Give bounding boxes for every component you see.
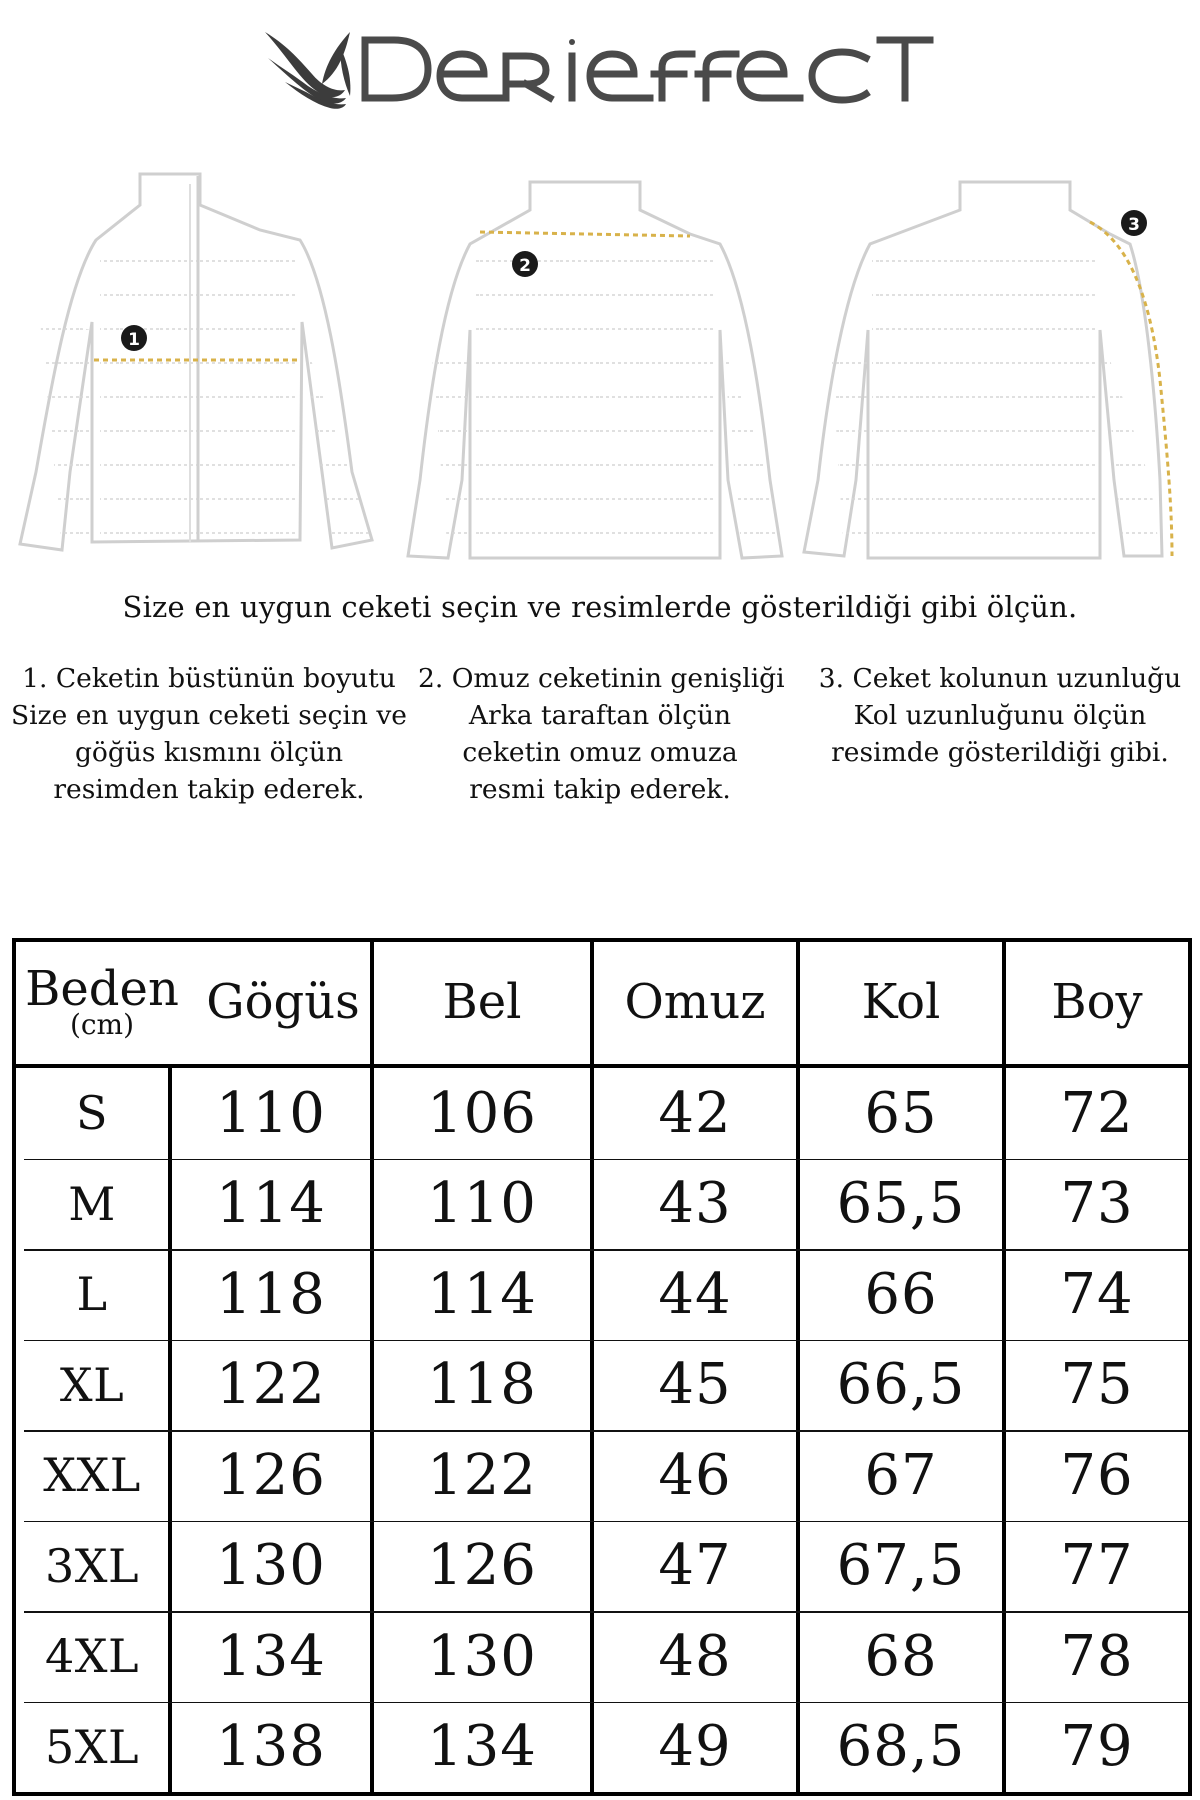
- table-cell-kol: 65,5: [836, 1171, 966, 1237]
- step-line: 3. Ceket kolunun uzunluğu: [818, 663, 1182, 694]
- table-cell-gogus: 110: [216, 1080, 326, 1146]
- jacket-front: [20, 174, 372, 550]
- header-beden-label: Beden: [25, 961, 179, 1017]
- step-line: resmi takip ederek.: [469, 774, 731, 805]
- brand-logo: [0, 0, 1200, 150]
- table-cell-bel: 130: [427, 1623, 537, 1689]
- table-cell-gogus: 122: [216, 1352, 326, 1418]
- header-unit: (cm): [69, 1008, 135, 1041]
- step-line: resimden takip ederek.: [53, 774, 365, 805]
- svg-text:2: 2: [519, 256, 531, 276]
- table-cell-kol: 67: [864, 1442, 938, 1508]
- step-line: Kol uzunluğunu ölçün: [853, 700, 1147, 731]
- jacket-diagram: [0, 160, 1200, 580]
- table-cell-bel: 114: [427, 1261, 537, 1327]
- table-cell-boy: 78: [1060, 1623, 1134, 1689]
- table-cell-gogus: 118: [216, 1261, 326, 1327]
- table-cell-omuz: 45: [658, 1352, 732, 1418]
- table-cell-boy: 79: [1060, 1714, 1134, 1780]
- table-cell-boy: 73: [1060, 1171, 1134, 1237]
- header-gogus: Gögüs: [206, 974, 360, 1030]
- table-cell-bel: 134: [427, 1714, 537, 1780]
- header-beden: [12, 938, 192, 1066]
- table-cell-bel: 126: [427, 1533, 537, 1599]
- table-cell-kol: 65: [864, 1080, 938, 1146]
- table-cell-gogus: 130: [216, 1533, 326, 1599]
- table-cell-boy: 76: [1060, 1442, 1134, 1508]
- header-kol: Kol: [861, 974, 941, 1030]
- table-cell-omuz: 47: [658, 1533, 732, 1599]
- table-cell-kol: 68: [864, 1623, 938, 1689]
- header-boy: Boy: [1051, 974, 1143, 1030]
- table-cell-gogus: 126: [216, 1442, 326, 1508]
- table-cell-omuz: 48: [658, 1623, 732, 1689]
- svg-text:1: 1: [128, 330, 140, 350]
- table-cell-kol: 67,5: [836, 1533, 966, 1599]
- table-cell-kol: 66: [864, 1261, 938, 1327]
- table-border-bottom: [12, 1792, 1192, 1796]
- table-cell-boy: 72: [1060, 1080, 1134, 1146]
- logo-wordmark: [365, 39, 930, 100]
- table-cell-size: 4XL: [44, 1629, 140, 1684]
- table-cell-bel: 110: [427, 1171, 537, 1237]
- table-cell-bel: 106: [427, 1080, 537, 1146]
- table-cell-boy: 74: [1060, 1261, 1134, 1327]
- table-cell-size: M: [68, 1176, 116, 1231]
- step-shoulder: [418, 660, 785, 808]
- step-chest: [0, 660, 418, 808]
- jacket-illustrations: [0, 160, 1200, 580]
- step-line: 2. Omuz ceketinin genişliği: [418, 663, 785, 694]
- header-bel: Bel: [442, 974, 522, 1030]
- table-cell-bel: 118: [427, 1352, 537, 1418]
- table-cell-size: 5XL: [44, 1719, 140, 1774]
- table-cell-gogus: 134: [216, 1623, 326, 1689]
- table-cell-omuz: 42: [658, 1080, 732, 1146]
- table-cell-size: S: [75, 1086, 108, 1141]
- table-cell-size: XL: [59, 1357, 125, 1412]
- jacket-back-shoulder: [408, 182, 782, 558]
- table-cell-omuz: 43: [658, 1171, 732, 1237]
- table-cell-size: XXL: [43, 1448, 141, 1503]
- step-line: Arka taraftan ölçün: [468, 700, 732, 731]
- table-cell-size: 3XL: [44, 1538, 140, 1593]
- step-line: 1. Ceketin büstünün boyutu: [22, 663, 396, 694]
- header-omuz: Omuz: [624, 974, 766, 1030]
- jacket-back-sleeve: [804, 182, 1172, 558]
- table-cell-omuz: 49: [658, 1714, 732, 1780]
- table-cell-size: L: [76, 1267, 108, 1322]
- logo-graphic: [0, 0, 1200, 150]
- intro-text: Size en uygun ceketi seçin ve resimlerde gösterildiği gibi ölçün.: [122, 590, 1078, 624]
- table-cell-omuz: 44: [658, 1261, 732, 1327]
- step-line: ceketin omuz omuza: [462, 737, 738, 768]
- table-cell-gogus: 138: [216, 1714, 326, 1780]
- size-table: [12, 938, 1192, 1796]
- table-cell-kol: 66,5: [836, 1352, 966, 1418]
- step-line: göğüs kısmını ölçün: [74, 737, 344, 768]
- step-line: Size en uygun ceketi seçin ve: [11, 700, 407, 731]
- table-cell-kol: 68,5: [836, 1714, 966, 1780]
- table-cell-boy: 77: [1060, 1533, 1134, 1599]
- table-cell-bel: 122: [427, 1442, 537, 1508]
- eagle-wings-icon: [265, 32, 350, 109]
- table-cell-omuz: 46: [658, 1442, 732, 1508]
- measurement-steps: [0, 660, 1200, 830]
- table-cell-boy: 75: [1060, 1352, 1134, 1418]
- step-sleeve: [812, 660, 1188, 771]
- table-cell-gogus: 114: [216, 1171, 326, 1237]
- svg-text:3: 3: [1128, 215, 1140, 235]
- step-line: resimde gösterildiği gibi.: [831, 737, 1169, 768]
